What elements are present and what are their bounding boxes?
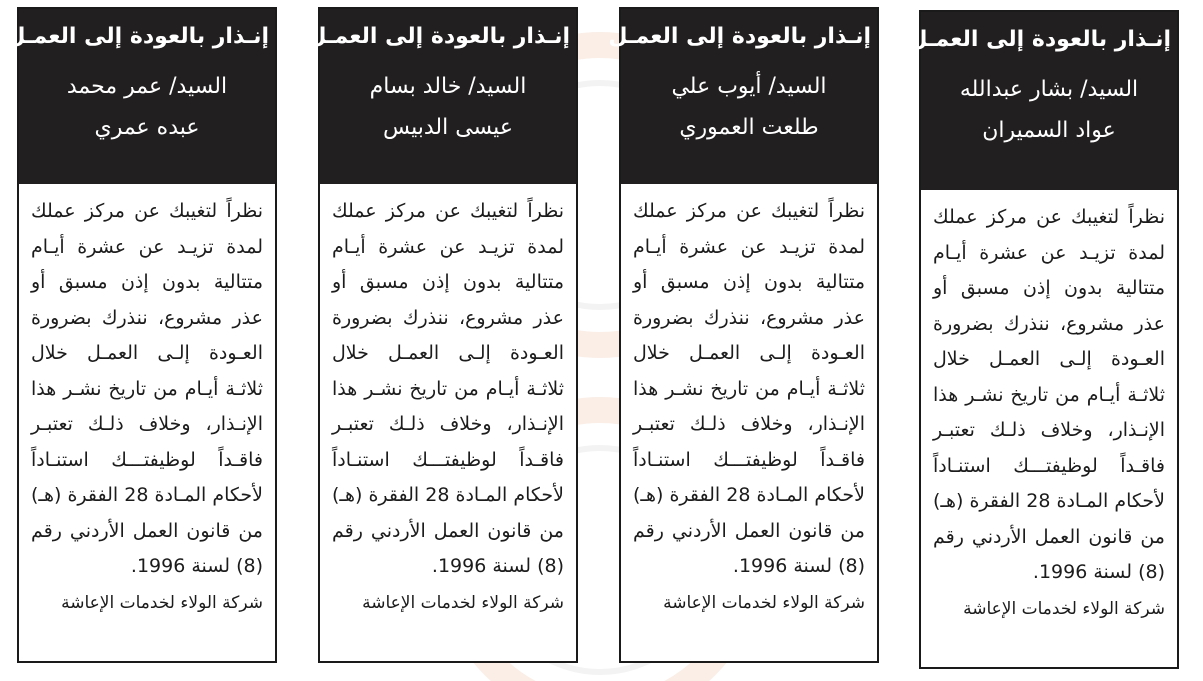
notice-signature: شركة الولاء لخدمات الإعاشة xyxy=(663,592,865,613)
notice-body-text: نظراً لتغيبك عن مركز عملك لمدة تزيـد عن عشرة أيـام متتالية بدون إذن مسبق أو عذر مشروع، ننذرك بضرورة العـودة إلـى العمـل خلال ثلاثـة أيـام من تاريخ نشـر هذا الإنـذار، وخلاف ذلـك تعتبـر فاقـداً لوظيفتـــك استنـاداً لأحكام المـادة 28 الفقرة (هـ) من قانون العمل الأردني رقم (8) لسنة 1996. xyxy=(933,206,1165,583)
notice-recipient-name xyxy=(927,69,1171,153)
recipient-name-line-1: السيد/ أيوب علي xyxy=(671,73,827,99)
notice-recipient-name xyxy=(326,66,570,150)
notice-card-1 xyxy=(908,10,1179,669)
notice-signature: شركة الولاء لخدمات الإعاشة xyxy=(963,598,1165,619)
notice-header xyxy=(908,12,1177,190)
notice-body-text: نظراً لتغيبك عن مركز عملك لمدة تزيـد عن عشرة أيـام متتالية بدون إذن مسبق أو عذر مشروع، ننذرك بضرورة العـودة إلـى العمـل خلال ثلاثـة أيـام من تاريخ نشـر هذا الإنـذار، وخلاف ذلـك تعتبـر فاقـداً لوظيفتـــك استنـاداً لأحكام المـادة 28 الفقرة (هـ) من قانون العمل الأردني رقم (8) لسنة 1996. xyxy=(31,200,263,577)
notice-header xyxy=(6,9,275,184)
notice-header xyxy=(608,9,877,184)
recipient-name-line-2: عيسى الدبيس xyxy=(383,115,513,141)
notice-card-2 xyxy=(608,7,879,663)
notice-body-text: نظراً لتغيبك عن مركز عملك لمدة تزيـد عن عشرة أيـام متتالية بدون إذن مسبق أو عذر مشروع، ننذرك بضرورة العـودة إلـى العمـل خلال ثلاثـة أيـام من تاريخ نشـر هذا الإنـذار، وخلاف ذلـك تعتبـر فاقـداً لوظيفتـــك استنـاداً لأحكام المـادة 28 الفقرة (هـ) من قانون العمل الأردني رقم (8) لسنة 1996. xyxy=(332,200,564,577)
notice-card-4 xyxy=(6,7,277,663)
notice-title: إنـذار بالعودة إلى العمـل xyxy=(307,24,570,49)
recipient-name-line-2: طلعت العموري xyxy=(679,115,819,141)
recipient-name-line-1: السيد/ خالد بسام xyxy=(369,73,527,99)
notice-body-text: نظراً لتغيبك عن مركز عملك لمدة تزيـد عن عشرة أيـام متتالية بدون إذن مسبق أو عذر مشروع، ننذرك بضرورة العـودة إلـى العمـل خلال ثلاثـة أيـام من تاريخ نشـر هذا الإنـذار، وخلاف ذلـك تعتبـر فاقـداً لوظيفتـــك استنـاداً لأحكام المـادة 28 الفقرة (هـ) من قانون العمل الأردني رقم (8) لسنة 1996. xyxy=(633,200,865,577)
notice-title: إنـذار بالعودة إلى العمـل xyxy=(908,27,1171,52)
notice-title: إنـذار بالعودة إلى العمـل xyxy=(608,24,871,49)
notice-signature: شركة الولاء لخدمات الإعاشة xyxy=(61,592,263,613)
notice-signature: شركة الولاء لخدمات الإعاشة xyxy=(362,592,564,613)
recipient-name-line-1: السيد/ عمر محمد xyxy=(66,73,228,99)
notice-title: إنـذار بالعودة إلى العمـل xyxy=(6,24,269,49)
notice-recipient-name xyxy=(627,66,871,150)
recipient-name-line-2: عواد السميران xyxy=(982,118,1116,144)
recipient-name-line-2: عبده عمري xyxy=(94,115,200,141)
recipient-name-line-1: السيد/ بشار عبدالله xyxy=(959,76,1139,102)
notice-card-3 xyxy=(307,7,578,663)
notice-header xyxy=(307,9,576,184)
notice-recipient-name xyxy=(25,66,269,150)
